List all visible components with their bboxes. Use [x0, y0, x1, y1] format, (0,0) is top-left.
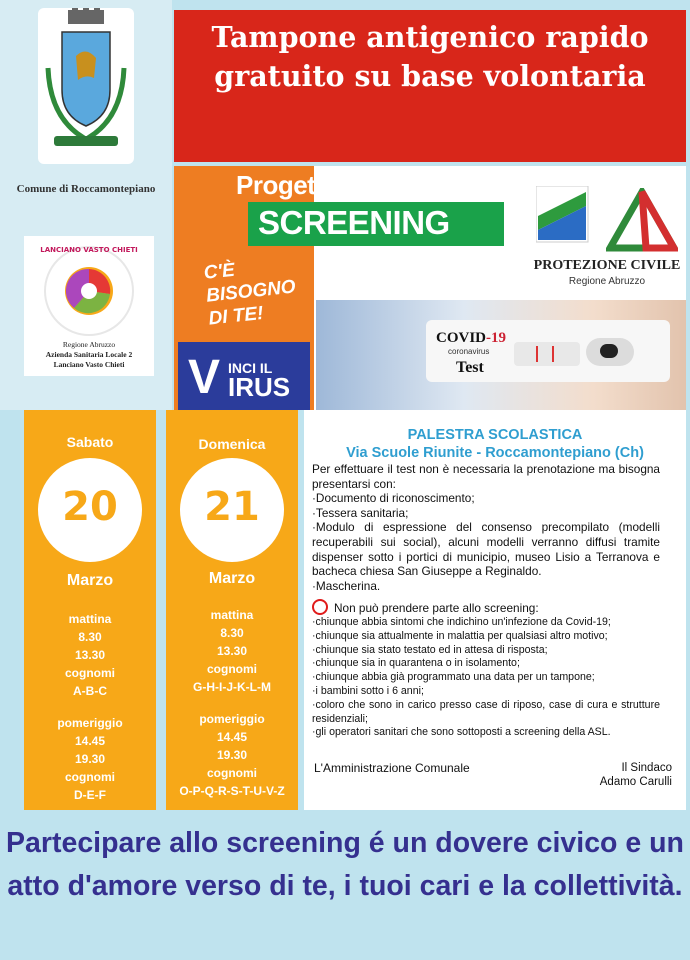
venue-address: Via Scuole Riunite - Roccamontepiano (Ch) — [346, 445, 644, 461]
sample-well — [600, 344, 618, 358]
surnames-afternoon: D-E-F — [74, 788, 106, 802]
comune-label: Comune di Roccamontepiano — [16, 183, 156, 195]
requirement-item: ·Tessera sanitaria; — [312, 505, 409, 520]
coronavirus-label: coronavirus — [448, 347, 490, 356]
abruzzo-flag-logo — [536, 186, 592, 251]
surnames-morning: A-B-C — [73, 684, 107, 698]
afternoon-label: pomeriggio — [199, 712, 265, 726]
comune-crest-logo — [38, 8, 134, 164]
exclusion-item: ·chiunque sia in quarantena o in isolamento; — [312, 657, 520, 670]
exclusion-item: ·chiunque abbia già programmato una data per un tampone; — [312, 671, 595, 684]
protezione-civile-region: Regione Abruzzo — [568, 276, 646, 287]
exclusion-item: ·chiunque abbia sintomi che indichino un'infezione da Covid-19; — [312, 615, 611, 628]
covid-label: COVID-19 — [436, 330, 507, 346]
requirement-item: ·Modulo di espressione del consenso precompilato (modelli recuperabili sui social), alcuni modelli verranno diffusi tramite dispenser sotto i portici di municipio, museo Lisio a Terranova e bacheca chiesa San Giuseppe a Reginaldo. — [312, 520, 660, 579]
cognomi-label: cognomi — [207, 766, 257, 780]
exclusion-heading — [312, 599, 660, 616]
exclusion-item: ·chiunque sia stato testato ed in attesa di risposta; — [312, 643, 548, 656]
afternoon-start: 14.45 — [216, 730, 248, 744]
info-body — [312, 462, 660, 740]
afternoon-label: pomeriggio — [57, 716, 123, 730]
control-line — [536, 346, 538, 362]
vinci-label: INCI IL — [228, 360, 273, 376]
afternoon-start: 14.45 — [74, 734, 106, 748]
venue — [304, 426, 686, 462]
afternoon-end: 19.30 — [74, 752, 106, 766]
mayor-title: Il Sindaco — [621, 762, 672, 774]
surnames-afternoon: O-P-Q-R-S-T-U-V-Z — [179, 784, 285, 798]
morning-start: 8.30 — [78, 630, 102, 644]
day-label: Domenica — [198, 436, 266, 452]
morning-end: 13.30 — [216, 644, 248, 658]
progetto-label: Progett✹ — [236, 170, 345, 200]
morning-label: mattina — [210, 608, 254, 622]
requirement-item: ·Documento di riconoscimento; — [312, 491, 475, 506]
morning-start: 8.30 — [220, 626, 244, 640]
banner-title: Tampone antigenico rapido gratuito su base volontaria — [211, 20, 649, 93]
surnames-morning: G-H-I-J-K-L-M — [193, 680, 271, 694]
cognomi-label: cognomi — [65, 666, 115, 680]
protezione-civile-logo — [606, 188, 678, 257]
month-label: Marzo — [208, 570, 256, 587]
requirement-item: ·Mascherina. — [312, 578, 381, 593]
cognomi-label: cognomi — [207, 662, 257, 676]
exclusion-list — [312, 616, 660, 740]
test-line — [552, 346, 554, 362]
exclusion-item: ·i bambini sotto i 6 anni; — [312, 684, 424, 697]
mayor-signature — [562, 761, 672, 789]
morning-end: 13.30 — [74, 648, 106, 662]
asl-region: Regione Abruzzo — [62, 340, 116, 349]
date-number: 20 — [62, 484, 118, 530]
test-strip — [514, 342, 580, 366]
morning-label: mattina — [68, 612, 112, 626]
mayor-name: Adamo Carulli — [599, 776, 672, 788]
asl-caption — [24, 340, 154, 370]
afternoon-end: 19.30 — [216, 748, 248, 762]
asl-name: Azienda Sanitaria Locale 2 — [45, 350, 133, 359]
intro-text: Per effettuare il test non è necessaria la prenotazione ma bisogna presentarsi con: — [312, 462, 660, 491]
test-label: Test — [456, 359, 484, 376]
exclusion-item: ·chiunque sia attualmente in malattia per qualsiasi altro motivo; — [312, 629, 608, 642]
warning-circle-icon — [312, 599, 328, 615]
footer-message: Partecipare allo screening é un dovere civico e un atto d'amore verso di te, i tuoi cari e la collettività. — [6, 827, 684, 902]
exclusion-item: ·gli operatori sanitari che sono sottoposti a screening della ASL. — [312, 726, 611, 739]
asl-area: Lanciano Vasto Chieti — [53, 360, 125, 369]
svg-text:LANCIANO VASTO CHIETI: LANCIANO VASTO CHIETI — [40, 246, 138, 254]
cognomi-label: cognomi — [65, 770, 115, 784]
schedule-details — [24, 610, 156, 804]
virus-icon: ✹ — [323, 170, 345, 200]
venue-title: PALESTRA SCOLASTICA — [407, 427, 583, 443]
slogan: C'È BISOGNO DI TE! — [202, 259, 297, 330]
screening-title: SCREENING — [258, 204, 450, 241]
exclusion-title: Non può prendere parte allo screening: — [334, 601, 539, 616]
v-hand-icon: V — [188, 351, 221, 404]
month-label: Marzo — [66, 572, 114, 589]
schedule-details — [166, 606, 298, 800]
exclusion-item: ·coloro che sono in carico presso case di riposo, case di cura e strutture residenziali; — [312, 698, 660, 725]
date-number: 21 — [204, 484, 260, 530]
virus-label: IRUS — [228, 372, 291, 402]
day-label: Sabato — [66, 434, 114, 450]
administration-signature: L'Amministrazione Comunale — [314, 761, 470, 775]
protezione-civile-name: PROTEZIONE CIVILE — [533, 258, 681, 273]
